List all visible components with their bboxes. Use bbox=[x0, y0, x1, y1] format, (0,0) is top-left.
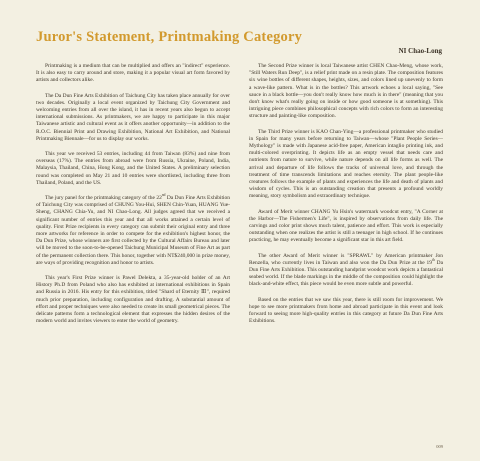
page-title: Juror's Statement, Printmaking Category bbox=[36, 29, 303, 45]
paragraph: The Third Prize winner is KAO Chan-Ying—a professional printmaker who studied in Spain for many years before returning to Taiwan—whose "Plant People Series—Mythology" is made with Japanese acid-free paper, American intaglio printing ink, and multi-colored overprinting. It depicts life as an empty vessel that needs care and nutrients from nature to survive, while nature depends on all life forms as well. The arrival and departure of life follows the tracks of universal love, and through the treatment of time transcends limitations and reaches eternity. The plant people-like creatures follows the example of plants and experiences the life and death of plants and wisdom of cycles. This is an outstanding creation that presents a profound worldly meaning, story symbolism and extraordinary technique. bbox=[249, 128, 443, 200]
paragraph: This year's First Prize winner is Pawel Delekta, a 35-year-old holder of an Art History Ph.D from Poland who also has exhibited at international exhibitions in Spain and Russia in 2016. His entry for this exhibition, titled "Shard of Eternity Ⅲ", required much prior preparation, including configuration and drafting. A substantial amount of effort and proper techniques were also needed to create its small geometrical pieces. The delicate patterns form a technological element that expresses the hidden desires of the modern world and invites viewers to enter the world of geometry. bbox=[36, 275, 230, 325]
paragraph: This year we received 53 entries, including 44 from Taiwan (83%) and nine from overseas (17%). The entries from abroad were from Russia, Ukraine, Poland, India, Malaysia, Thailand, China, Hong Kong, and the United States. A preliminary selection round was completed on May 21 and 10 entries were shortlisted, including three from Thailand, Poland, and the US. bbox=[36, 151, 230, 186]
paragraph: Award of Merit winner CHANG Yu Hsin's watermark woodcut entry, "A Corner at the Harbor—The Fishermen's Life", is inspired by observations from daily life. The carvings and color print shows much talent, patience and effort. This work is especially outstanding when one realizes the artist is still a teenager in high school. If he continues practicing, he may eventually become a significant star in this art field. bbox=[249, 208, 443, 244]
right-column bbox=[249, 63, 443, 334]
paragraph bbox=[249, 253, 443, 289]
text-run: The jury panel for the printmaking category of the 22 bbox=[45, 195, 162, 202]
paragraph: Printmaking is a medium that can be multiplied and offers an "indirect" experience. It is also easy to carry around and store, making it a popular visual art form favored by artists and collectors alike. bbox=[36, 63, 230, 84]
text-run: Da Dun Fine Arts Exhibition. This outstanding handprint woodcut work depicts a fantastical seabed world. If the blade markings in the middle of the composition could highlight the black-and-white effect, this piece would be even more subtle and powerful. bbox=[249, 259, 443, 288]
text-columns bbox=[36, 63, 443, 334]
ordinal-suffix: th bbox=[432, 258, 435, 263]
paragraph: Based on the entries that we saw this year, there is still room for improvement. We hope to see more printmakers from home and abroad participate in this event and look forward to seeing more high-quality entries in this category at future Da Dun Fine Arts Exhibitions. bbox=[249, 296, 443, 325]
ordinal-suffix: nd bbox=[161, 193, 166, 198]
page-number: 009 bbox=[436, 444, 443, 449]
paragraph: The Da Dun Fine Arts Exhibition of Taichung City has taken place annually for over two decades. Originally a local event organized by Taichung City Government and welcoming entries from all over the island, it has in recent years also begun to accept international submissions. As printmakers, we are happy to participate in this major Taiwanese artistic and cultural event as it offers another opportunity—in addition to the R.O.C. Biennial Print and Drawing Exhibition, National Art Exhibition, and National Printmaking Biennale—for us to display our works. bbox=[36, 92, 230, 142]
text-run: Da Dun Fine Arts Exhibition of Taichung City was comprised of CHUNG You-Hui, SHEN Chin-Yuan, HUANG Yue-Sheng, CHANG Chia-Yu, and NI Chao-Long. All judges agreed that we received a significant number of entries this year and that all works attained a certain level of quality. First Prize recipients in every category can submit their original entry and three more artworks for reference in order to compete for the exhibition's highest honor, the Da Dun Prize, whose winners are first collected by the Cultural Affairs Bureau and later will be moved to the soon-to-be-opened Taichung Municipal Museum of Fine Art as part of the permanent collection there. This honor, together with NT$240,000 in prize money, are ways of providing recognition and honor to artists. bbox=[36, 195, 230, 266]
author-name: NI Chao-Long bbox=[398, 47, 442, 55]
text-run: The other Award of Merit winner is "SPRAWL" by American printmaker Jon Renzella, who currently lives in Taiwan and also won the Da Dun Prize at the 19 bbox=[249, 252, 443, 266]
paragraph bbox=[36, 195, 230, 267]
paragraph: The Second Prize winner is local Taiwanese artist CHEN Chao-Meng, whose work, "Still Waters Run Deep", is a relief print made on a resin plate. The composition features six wine bottles of different shapes, heights, sizes, and colors lined up unevenly to form a wave-like pattern. What is in the bottles? This artwork echoes a local saying, "See sauce in a black bottle—you don't really know how much is in there" (meaning that you don't know what's really going on inside or how good someone is at something). This intriguing piece combines philosophical concepts with rich colors to form an interesting structure and painting-like composition. bbox=[249, 63, 443, 120]
left-column bbox=[36, 63, 230, 334]
